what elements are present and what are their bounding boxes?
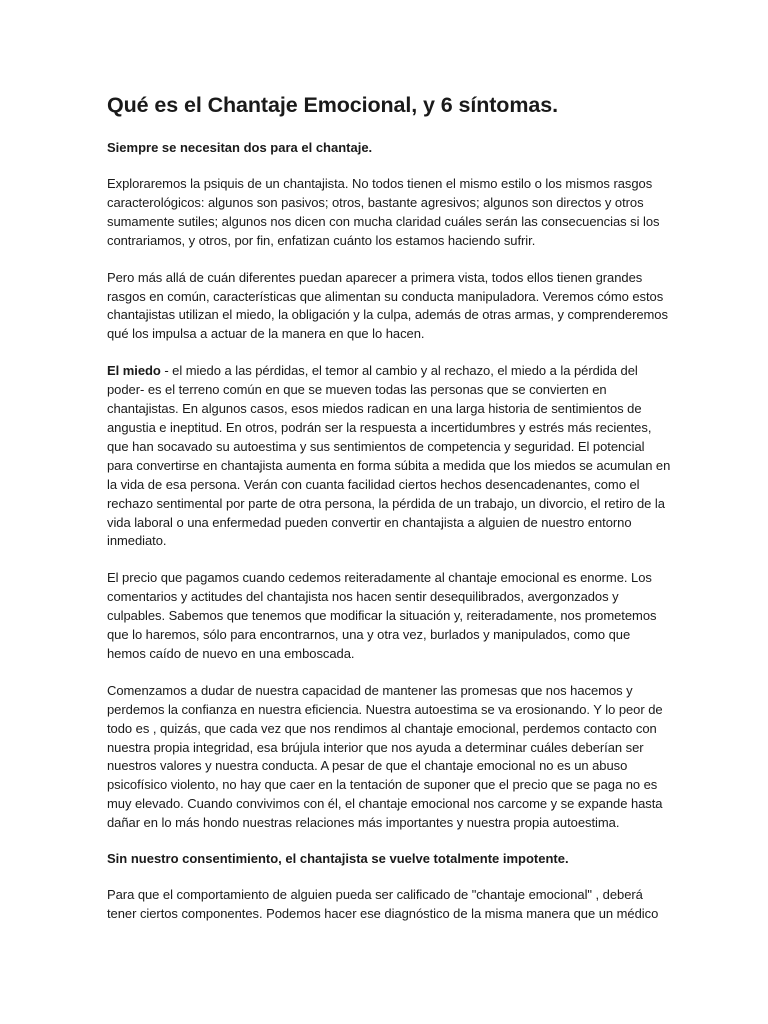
paragraph-lead-term: El miedo bbox=[107, 363, 161, 379]
paragraph: Pero más allá de cuán diferentes puedan aparecer a primera vista, todos ellos tienen grandes rasgos en común, características que alimentan su conducta manipuladora. Veremos cómo estos chantajistas utilizan el miedo, la obligación y la culpa, además de otras armas, y comprenderemos qué los impulsa a actuar de la manera en que lo hacen. bbox=[107, 269, 668, 342]
subheading: Siempre se necesitan dos para el chantaje. bbox=[107, 140, 373, 155]
paragraph-body: - el miedo a las pérdidas, el temor al cambio y al rechazo, el miedo a la pérdida del poder- es el terreno común en que se mueven todas las personas que se convierten en chantajistas. En algunos casos, esos miedos radican en una larga historia de sentimientos de angustia e ineptitud. En otros, podrán ser la respuesta a incertidumbres y estrés más recientes, que han socavado su autoestima y sus sentimientos de competencia y seguridad. El potencial para convertirse en chantajista aumenta en forma súbita a medida que los miedos se acumulan en la vida de esa persona. Verán con cuanta facilidad ciertos hechos desencadenantes, como el rechazo sentimental por parte de otra persona, la pérdida de un trabajo, un divorcio, el retiro de la vida laboral o una enfermedad pueden convertir en chantajista a alguien de nuestro entorno inmediato. bbox=[107, 363, 671, 549]
paragraph: Para que el comportamiento de alguien pueda ser calificado de "chantaje emocional" , deberá tener ciertos componentes. Podemos hacer ese diagnóstico de la misma manera que un médico bbox=[107, 887, 659, 921]
paragraph: El precio que pagamos cuando cedemos reiteradamente al chantaje emocional es enorme. Los comentarios y actitudes del chantajista nos hacen sentir desequilibrados, avergonzados y culpables. Sabemos que tenemos que modificar la situación y, reiteradamente, nos prometemos que lo haremos, sólo para encontrarnos, una y otra vez, burlados y manipulados, como que hemos caído de nuevo en una emboscada. bbox=[107, 570, 657, 661]
document-title: Qué es el Chantaje Emocional, y 6 síntomas. bbox=[107, 93, 558, 117]
paragraph bbox=[107, 362, 672, 551]
paragraph: Exploraremos la psiquis de un chantajista. No todos tienen el mismo estilo o los mismos rasgos caracterológicos: algunos son pasivos; otros, bastante agresivos; algunos son directos y otros sumamente sutiles; algunos nos dicen con mucha claridad cuáles serán las consecuencias si los contrariamos, y otros, por fin, enfatizan cuánto los estamos haciendo sufrir. bbox=[107, 176, 660, 248]
paragraph: Comenzamos a dudar de nuestra capacidad de mantener las promesas que nos hacemos y perdemos la confianza en nuestra eficiencia. Nuestra autoestima se va erosionando. Y lo peor de todo es , quizás, que cada vez que nos rendimos al chantaje emocional, perdemos contacto con nuestra propia integridad, esa brújula interior que nos ayuda a determinar cuáles deberían ser nuestros valores y nuestra conducta. A pesar de que el chantaje emocional no es un abuso psicofísico violento, no hay que caer en la tentación de suponer que el precio que se paga no es muy elevado. Cuando convivimos con él, el chantaje emocional nos carcome y se expande hasta dañar en lo más hondo nuestras relaciones más importantes y nuestra propia autoestima. bbox=[107, 682, 663, 831]
subheading: Sin nuestro consentimiento, el chantajista se vuelve totalmente impotente. bbox=[107, 851, 569, 867]
